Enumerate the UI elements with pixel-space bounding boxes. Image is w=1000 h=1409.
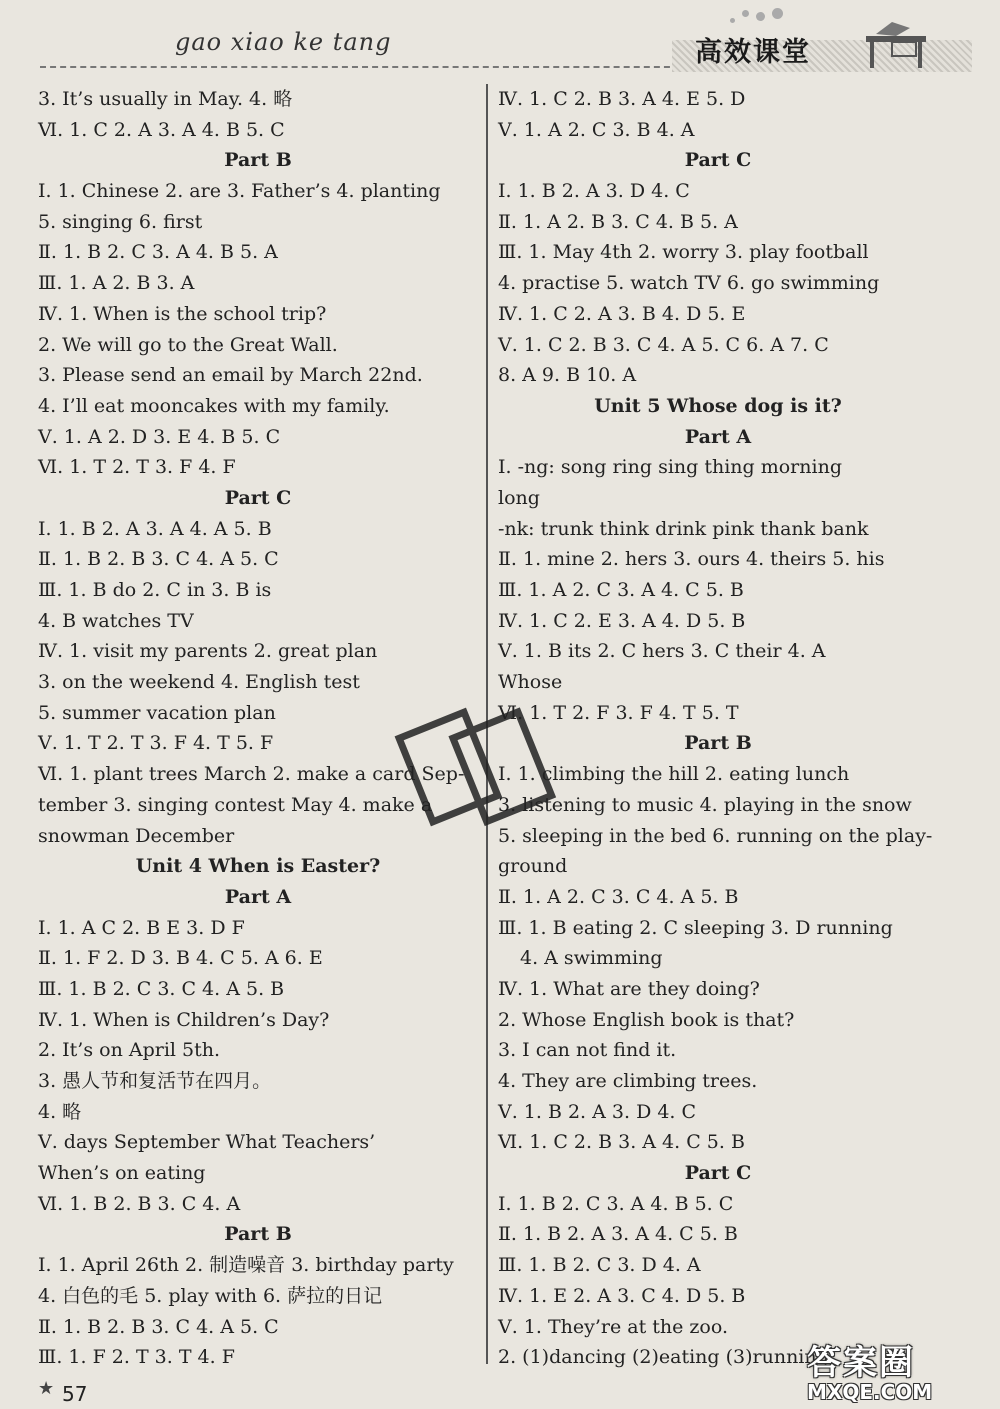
answer-line: Ⅰ. 1. B 2. A 3. A 4. A 5. B	[38, 517, 272, 540]
answer-line: When’s on eating	[38, 1162, 206, 1185]
answer-line: 2. Whose English book is that?	[498, 1008, 795, 1031]
answer-line: Ⅰ. 1. B 2. C 3. A 4. B 5. C	[498, 1192, 734, 1215]
answer-line: Ⅴ. 1. T 2. T 3. F 4. T 5. F	[38, 732, 274, 755]
section-heading: Part B	[684, 732, 752, 755]
answer-line: Ⅳ. 1. C 2. A 3. B 4. D 5. E	[498, 302, 746, 325]
answer-line: Ⅴ. days September What Teachers’	[38, 1131, 376, 1154]
answer-line: Whose	[498, 671, 563, 694]
answer-line: Ⅴ. 1. A 2. D 3. E 4. B 5. C	[38, 425, 281, 448]
answer-line: Ⅲ. 1. F 2. T 3. T 4. F	[38, 1346, 235, 1369]
watermark-sub: MXQE.COM	[807, 1380, 933, 1404]
watermark-main: 答案圈	[807, 1343, 915, 1383]
answer-line: Ⅱ. 1. B 2. B 3. C 4. A 5. C	[38, 548, 279, 571]
answer-line: 4. A swimming	[520, 947, 663, 970]
answer-line: 5. summer vacation plan	[38, 701, 276, 724]
answer-line: Ⅲ. 1. A 2. B 3. A	[38, 272, 195, 295]
answer-column-right	[498, 84, 938, 1373]
section-heading: Part C	[224, 486, 292, 509]
header-script-title: gao xiao ke tang	[175, 28, 392, 56]
answer-line: Ⅱ. 1. F 2. D 3. B 4. C 5. A 6. E	[38, 947, 323, 970]
answer-line: Ⅱ. 1. A 2. C 3. C 4. A 5. B	[498, 885, 739, 908]
answer-line: ground	[498, 855, 568, 878]
answer-line: 4. practise 5. watch TV 6. go swimming	[498, 272, 880, 295]
header-dashed-rule	[40, 66, 680, 68]
answer-line: Ⅲ. 1. B do 2. C in 3. B is	[38, 579, 272, 601]
answer-line: Ⅵ. 1. C 2. A 3. A 4. B 5. C	[38, 118, 285, 141]
section-heading: Unit 5 Whose dog is it?	[594, 394, 842, 417]
answer-line: Ⅴ. 1. A 2. C 3. B 4. A	[498, 118, 695, 141]
answer-line: Ⅲ. 1. B 2. C 3. C 4. A 5. B	[38, 977, 285, 1000]
answer-line: Ⅱ. 1. A 2. B 3. C 4. B 5. A	[498, 210, 738, 233]
section-heading: Part B	[224, 149, 292, 172]
answer-line: 8. A 9. B 10. A	[498, 364, 637, 387]
section-heading: Part B	[224, 1223, 292, 1246]
answer-line: 4. B watches TV	[38, 609, 194, 632]
star-icon: ★	[38, 1378, 55, 1399]
page-number: 57	[62, 1382, 88, 1406]
answer-line: 3. 愚人节和复活节在四月。	[38, 1070, 272, 1092]
answer-line: Ⅰ. 1. Chinese 2. are 3. Father’s 4. planting	[38, 180, 441, 203]
section-heading: Unit 4 When is Easter?	[135, 855, 381, 878]
answer-line: Ⅵ. 1. T 2. T 3. F 4. F	[38, 456, 236, 479]
answer-line: Ⅰ. 1. climbing the hill 2. eating lunch	[498, 763, 850, 786]
answer-line: Ⅴ. 1. B 2. A 3. D 4. C	[498, 1100, 697, 1123]
answer-line: 2. It’s on April 5th.	[38, 1039, 221, 1062]
answer-line: Ⅰ. 1. April 26th 2. 制造噪音 3. birthday party	[38, 1254, 454, 1277]
answer-line: Ⅳ. 1. visit my parents 2. great plan	[38, 640, 378, 663]
answer-line: 3. It’s usually in May. 4. 略	[38, 88, 293, 110]
answer-line: Ⅲ. 1. A 2. C 3. A 4. C 5. B	[498, 579, 744, 601]
answer-line: Ⅱ. 1. B 2. A 3. A 4. C 5. B	[498, 1223, 738, 1246]
answer-line: Ⅴ. 1. B its 2. C hers 3. C their 4. A	[498, 640, 826, 663]
answer-line: Ⅳ. 1. When is Children’s Day?	[38, 1008, 330, 1031]
desk-icon	[862, 16, 932, 71]
answer-line: 3. Please send an email by March 22nd.	[38, 364, 423, 387]
answer-line: Ⅵ. 1. plant trees March 2. make a card Sep-	[38, 763, 465, 786]
answer-line: long	[498, 486, 540, 509]
answer-line: Ⅳ. 1. C 2. B 3. A 4. E 5. D	[498, 88, 746, 110]
answer-line: Ⅰ. -ng: song ring sing thing morning	[498, 456, 842, 479]
page-header	[0, 0, 1000, 80]
answer-line: 2. (1)dancing (2)eating (3)running	[498, 1346, 829, 1369]
answer-line: Ⅳ. 1. C 2. E 3. A 4. D 5. B	[498, 609, 746, 632]
section-heading: Part A	[684, 425, 752, 448]
answer-line: Ⅴ. 1. They’re at the zoo.	[498, 1315, 729, 1338]
answer-line: snowman December	[38, 824, 235, 847]
answer-line: Ⅴ. 1. C 2. B 3. C 4. A 5. C 6. A 7. C	[498, 333, 829, 356]
answer-line: Ⅵ. 1. C 2. B 3. A 4. C 5. B	[498, 1131, 745, 1154]
answer-line: 4. They are climbing trees.	[498, 1070, 758, 1092]
answer-line: Ⅳ. 1. What are they doing?	[498, 977, 760, 1000]
answer-line: Ⅱ. 1. B 2. C 3. A 4. B 5. A	[38, 241, 278, 264]
answer-line: 3. on the weekend 4. English test	[38, 671, 360, 694]
watermark	[807, 1335, 992, 1407]
section-heading: Part C	[684, 149, 752, 172]
answer-line: Ⅰ. 1. A C 2. B E 3. D F	[38, 916, 245, 939]
answer-line: Ⅲ. 1. B 2. C 3. D 4. A	[498, 1254, 701, 1277]
answer-line: Ⅱ. 1. mine 2. hers 3. ours 4. theirs 5. his	[498, 548, 885, 571]
answer-line: Ⅰ. 1. B 2. A 3. D 4. C	[498, 180, 690, 203]
section-heading: Part A	[224, 885, 292, 908]
answer-line: 4. 略	[38, 1100, 82, 1123]
answer-line: tember 3. singing contest May 4. make a	[38, 793, 433, 816]
answer-line: -nk: trunk think drink pink thank bank	[498, 517, 869, 540]
answer-line: 5. singing 6. first	[38, 210, 203, 233]
answer-line: 3. listening to music 4. playing in the snow	[498, 793, 912, 816]
answer-line: 5. sleeping in the bed 6. running on the play-	[498, 824, 933, 847]
answer-line: Ⅳ. 1. When is the school trip?	[38, 302, 327, 325]
answer-line: Ⅱ. 1. B 2. B 3. C 4. A 5. C	[38, 1315, 279, 1338]
answer-line: 4. 白色的毛 5. play with 6. 萨拉的日记	[38, 1284, 383, 1307]
section-heading: Part C	[684, 1162, 752, 1185]
answer-line: Ⅳ. 1. E 2. A 3. C 4. D 5. B	[498, 1284, 746, 1307]
answer-line: 3. I can not find it.	[498, 1039, 677, 1062]
answer-line: 4. I’ll eat mooncakes with my family.	[38, 394, 390, 417]
answer-line: Ⅲ. 1. B eating 2. C sleeping 3. D running	[498, 916, 893, 939]
answer-line: Ⅵ. 1. B 2. B 3. C 4. A	[38, 1192, 241, 1215]
header-title: 高效课堂	[695, 37, 811, 68]
answer-line: Ⅲ. 1. May 4th 2. worry 3. play football	[498, 241, 869, 264]
answer-line: Ⅵ. 1. T 2. F 3. F 4. T 5. T	[498, 701, 739, 724]
answer-line: 2. We will go to the Great Wall.	[38, 333, 338, 356]
